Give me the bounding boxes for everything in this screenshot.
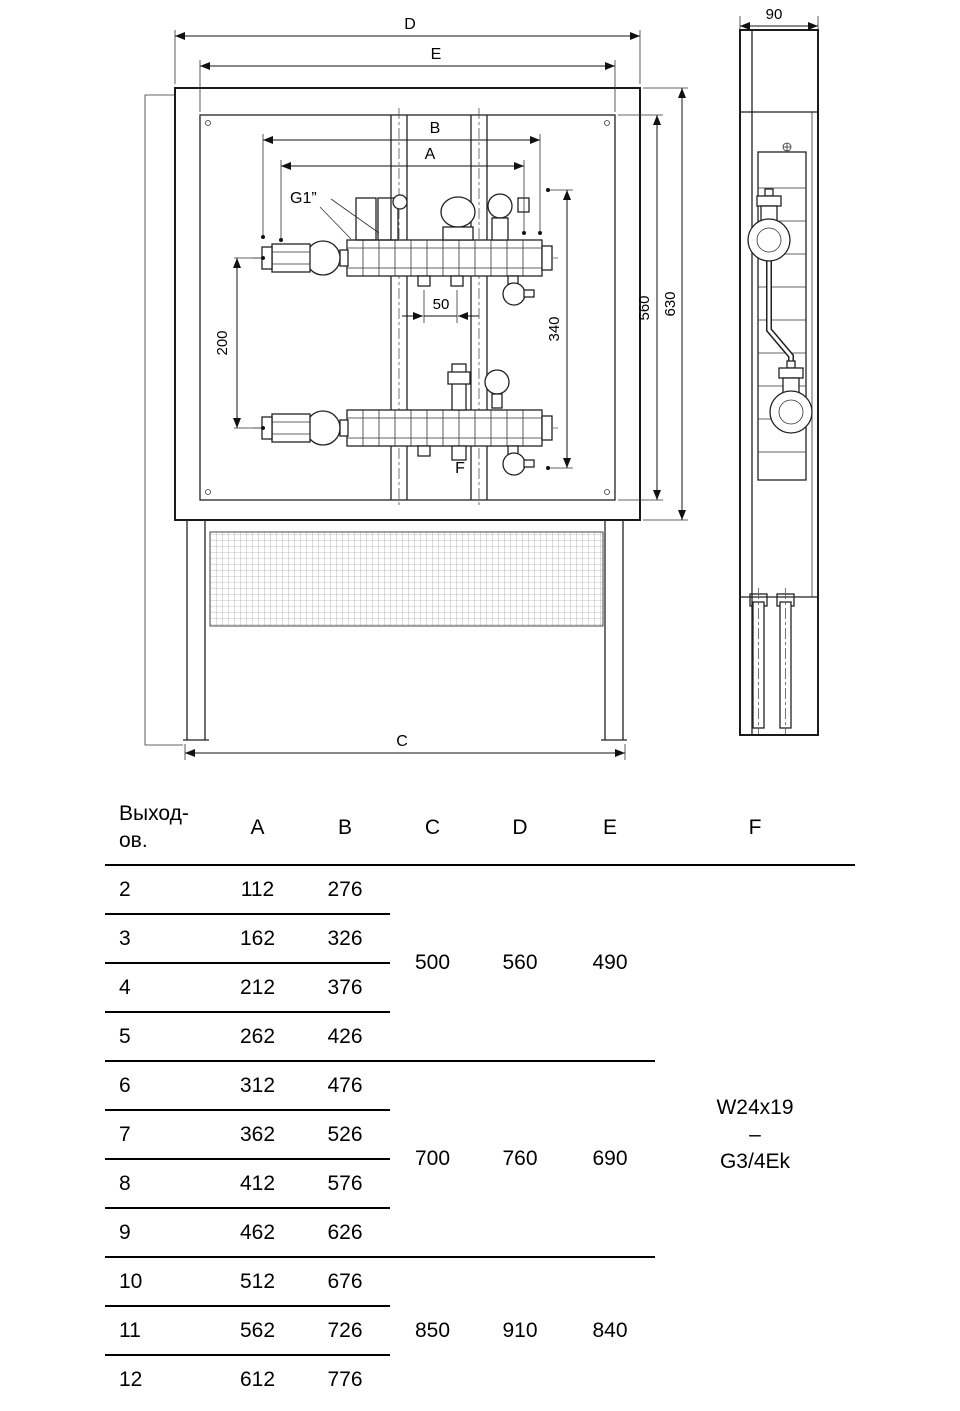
col-header-b: B xyxy=(300,790,390,865)
cell-c-group1: 500 xyxy=(390,865,475,1061)
cell-b: 526 xyxy=(300,1110,390,1159)
dimension-table xyxy=(105,790,855,1403)
col-header-e: E xyxy=(565,790,655,865)
dimension-table-section xyxy=(105,790,855,1403)
dim-label-c: C xyxy=(396,733,408,750)
cell-a: 162 xyxy=(215,914,300,963)
cell-a: 462 xyxy=(215,1208,300,1257)
dim-label-90: 90 xyxy=(765,6,783,23)
cell-outputs: 9 xyxy=(105,1208,215,1257)
cell-e-group1: 490 xyxy=(565,865,655,1061)
header-row xyxy=(105,790,855,865)
cell-outputs: 3 xyxy=(105,914,215,963)
col-header-a: A xyxy=(215,790,300,865)
cell-outputs: 5 xyxy=(105,1012,215,1061)
dim-label-f: F xyxy=(455,460,465,477)
cell-d-group3: 910 xyxy=(502,1318,538,1342)
dim-label-d: D xyxy=(404,16,416,33)
f-thread-dash: – xyxy=(749,1123,761,1146)
cell-e-group3: 840 xyxy=(592,1318,628,1342)
cell-b: 576 xyxy=(300,1159,390,1208)
cell-a: 512 xyxy=(215,1257,300,1306)
cell-outputs: 11 xyxy=(105,1306,215,1355)
drain-valve xyxy=(503,453,525,475)
cell-a: 562 xyxy=(215,1306,300,1355)
cell-outputs: 10 xyxy=(105,1257,215,1306)
side-valve-top xyxy=(748,219,790,261)
dim-label-560: 560 xyxy=(636,295,653,321)
cell-d-group2: 760 xyxy=(475,1061,565,1257)
col-header-c: C xyxy=(390,790,475,865)
cell-b: 376 xyxy=(300,963,390,1012)
cell-a: 112 xyxy=(215,865,300,914)
dim-label-200: 200 xyxy=(214,330,231,356)
cell-c-group3: 850 xyxy=(414,1318,451,1342)
front-view-manifold xyxy=(253,108,558,505)
dim-label-b: B xyxy=(429,120,441,137)
dim-label-a: A xyxy=(424,146,436,163)
mesh-panel xyxy=(210,532,603,626)
cell-outputs: 4 xyxy=(105,963,215,1012)
cell-b: 326 xyxy=(300,914,390,963)
air-vent xyxy=(488,194,512,218)
f-connection xyxy=(452,446,466,460)
cell-outputs: 7 xyxy=(105,1110,215,1159)
cell-d-group1: 560 xyxy=(475,865,565,1061)
cell-b: 726 xyxy=(300,1306,390,1355)
cell-a: 362 xyxy=(215,1110,300,1159)
f-thread-line2: G3/4Ek xyxy=(719,1150,791,1173)
actuator xyxy=(441,197,475,227)
front-view-dimensions xyxy=(145,16,688,760)
dim-label-50: 50 xyxy=(432,296,450,313)
side-view xyxy=(740,6,818,735)
drain-valve xyxy=(503,283,525,305)
cell-a: 412 xyxy=(215,1159,300,1208)
cell-b: 626 xyxy=(300,1208,390,1257)
cell-b: 426 xyxy=(300,1012,390,1061)
thread-label-g1: G1” xyxy=(290,190,317,207)
cell-e-group2: 690 xyxy=(565,1061,655,1257)
cell-outputs: 6 xyxy=(105,1061,215,1110)
dim-label-340: 340 xyxy=(546,316,563,342)
cell-c-group2: 700 xyxy=(390,1061,475,1257)
cell-b: 276 xyxy=(300,865,390,914)
cell-b: 476 xyxy=(300,1061,390,1110)
air-vent xyxy=(485,370,509,394)
f-thread-line1: W24x19 xyxy=(716,1096,794,1119)
cell-b: 776 xyxy=(327,1367,363,1391)
cell-a: 262 xyxy=(215,1012,300,1061)
cell-f-value xyxy=(655,865,855,1403)
ball-valve-top xyxy=(306,241,340,275)
col-header-outputs: Выход-ов. xyxy=(105,790,215,865)
cell-outputs: 8 xyxy=(105,1159,215,1208)
dim-label-e: E xyxy=(430,46,442,63)
cell-b: 676 xyxy=(300,1257,390,1306)
side-valve-bottom xyxy=(770,391,812,433)
cell-a: 312 xyxy=(215,1061,300,1110)
dim-label-630: 630 xyxy=(662,291,679,317)
table-row xyxy=(105,865,855,914)
col-header-f: F xyxy=(655,790,855,865)
cell-a: 212 xyxy=(215,963,300,1012)
cell-outputs: 2 xyxy=(105,865,215,914)
cell-outputs: 12 xyxy=(119,1367,143,1391)
cell-a: 612 xyxy=(239,1367,276,1391)
col-header-d: D xyxy=(475,790,565,865)
ball-valve-bottom xyxy=(306,411,340,445)
